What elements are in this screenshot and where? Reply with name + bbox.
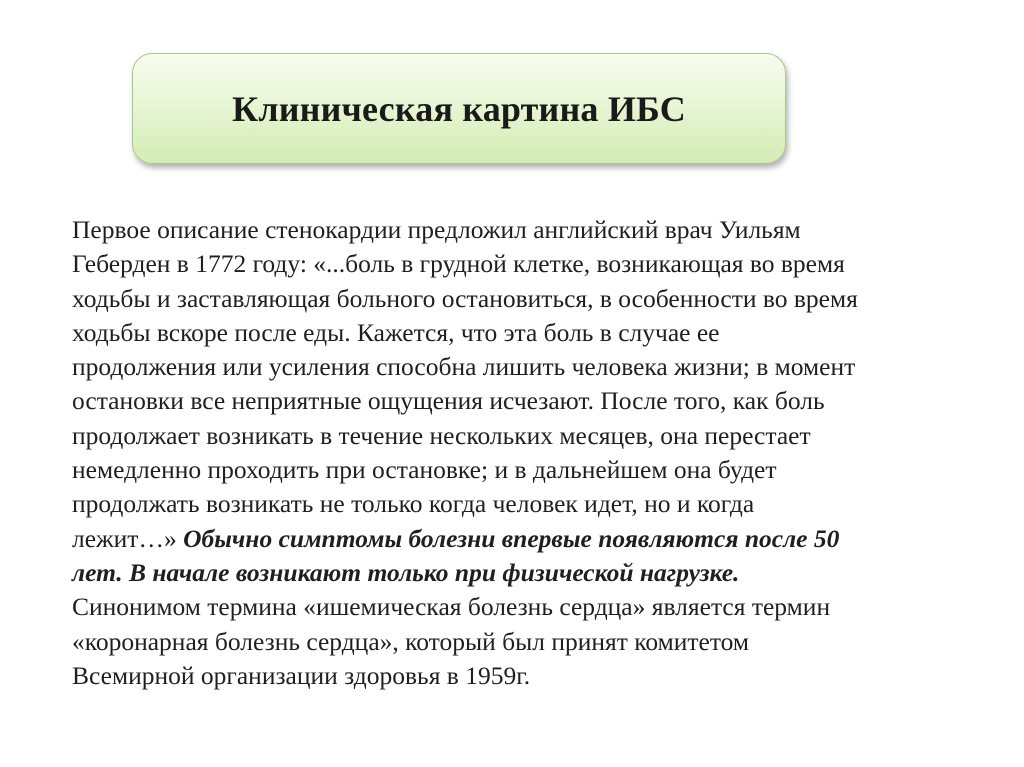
body-paragraph (72, 213, 972, 693)
paragraph-line: Всемирной организации здоровья в 1959г. (72, 660, 531, 690)
paragraph-line: продолжать возникать не только когда человек идет, но и когда (72, 489, 755, 519)
paragraph-line: ходьбы вскоре после еды. Кажется, что эта боль в случае ее (72, 317, 720, 347)
paragraph-line: продолжает возникать в течение нескольких месяцев, она перестает (72, 420, 811, 450)
paragraph-line: остановки все неприятные ощущения исчезают. После того, как боль (72, 386, 825, 416)
paragraph-line: Синонимом термина «ишемическая болезнь сердца» является термин (72, 592, 831, 622)
paragraph-line: Геберден в 1772 году: «...боль в грудной клетке, возникающая во время (72, 249, 845, 279)
paragraph-line: ходьбы и заставляющая больного остановиться, в особенности во время (72, 283, 858, 313)
emphasis-text: лет. В начале возникают только при физической нагрузке. (72, 557, 740, 587)
paragraph-line: продолжения или усиления способна лишить человека жизни; в момент (72, 352, 856, 382)
paragraph-line: Первое описание стенокардии предложил английский врач Уильям (72, 215, 801, 244)
paragraph-line: «коронарная болезнь сердца», который был принят комитетом (72, 626, 750, 656)
quote-ending-text: лежит…» (72, 523, 184, 553)
paragraph-line: немедленно проходить при остановке; и в дальнейшем она будет (72, 455, 777, 485)
emphasis-text: Обычно симптомы болезни впервые появляются после 50 (183, 523, 840, 553)
paragraph-line-mixed (72, 522, 972, 556)
slide-title: Клиническая картина ИБС (232, 88, 686, 129)
title-box (132, 53, 786, 164)
